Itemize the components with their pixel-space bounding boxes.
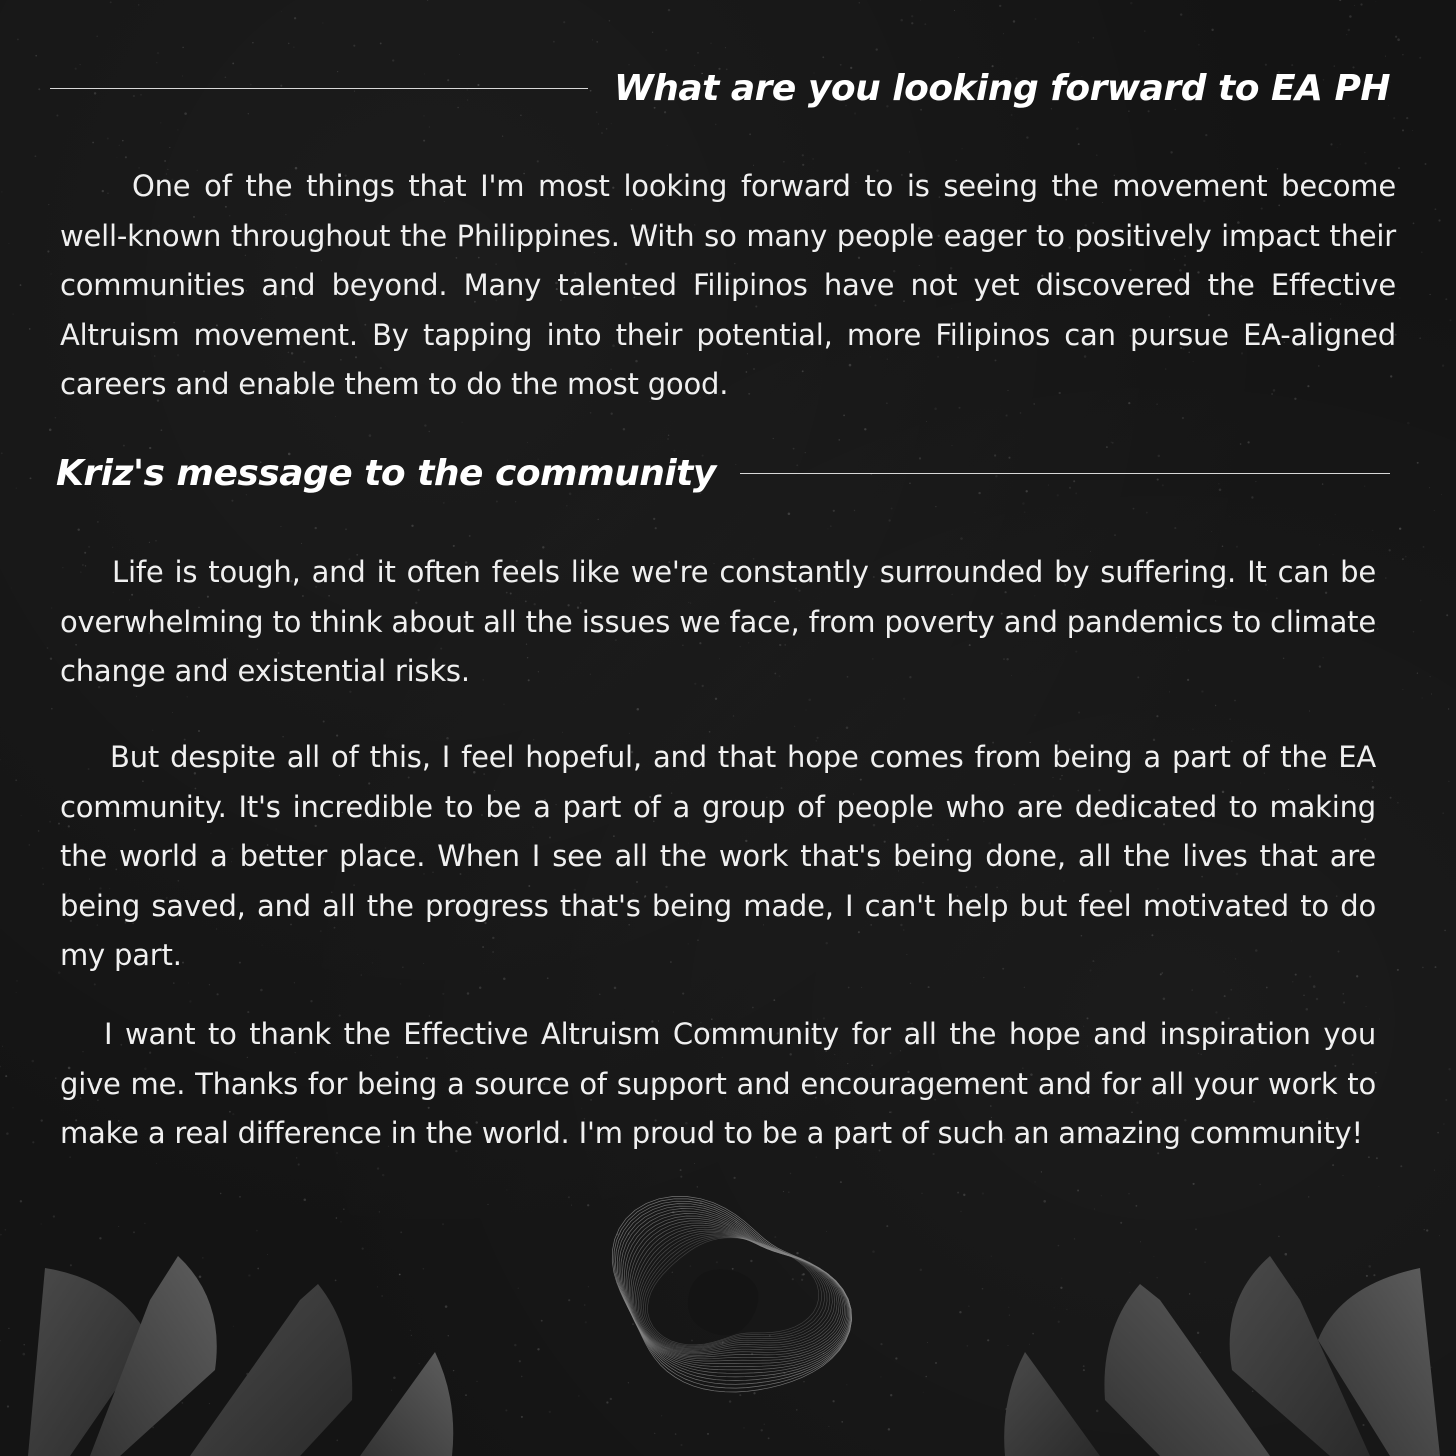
section2-heading: Kriz's message to the community bbox=[56, 453, 716, 494]
wireframe-ring-icon bbox=[612, 1197, 851, 1393]
heading-rule-left bbox=[50, 88, 588, 89]
left-petals-icon bbox=[28, 1256, 453, 1456]
section2-heading-row bbox=[56, 453, 1390, 494]
bottom-decoration bbox=[0, 1180, 1456, 1456]
section1-heading: What are you looking forward to EA PH bbox=[614, 68, 1390, 109]
section1-heading-row bbox=[50, 68, 1390, 109]
right-petals-icon bbox=[1004, 1256, 1440, 1456]
message-paragraph-2: But despite all of this, I feel hopeful, and that hope comes from being a part of the EA community. It's incredible to be a part of a group of people who are dedicated to making the world a better place. When I see all the work that's being done, all the lives that are being saved, and all the progress that's being made, I can't help but feel motivated to do my part. bbox=[60, 740, 1376, 973]
message-paragraph-3: I want to thank the Effective Altruism Community for all the hope and inspiration you give me. Thanks for being a source of support and encouragement and for all your work to make a real difference in the world. I'm proud to be a part of such an amazing community! bbox=[60, 1017, 1376, 1151]
section1-paragraph: One of the things that I'm most looking forward to is seeing the movement become well-known throughout the Philippines. With so many people eager to positively impact their communities and beyond. Many talented Filipinos have not yet discovered the Effective Altruism movement. By tapping into their potential, more Filipinos can pursue EA-aligned careers and enable them to do the most good. bbox=[60, 169, 1396, 402]
heading-rule-right bbox=[740, 473, 1390, 474]
message-paragraph-1: Life is tough, and it often feels like we're constantly surrounded by suffering. It can be overwhelming to think about all the issues we face, from poverty and pandemics to climate change and existential risks. bbox=[60, 555, 1376, 689]
